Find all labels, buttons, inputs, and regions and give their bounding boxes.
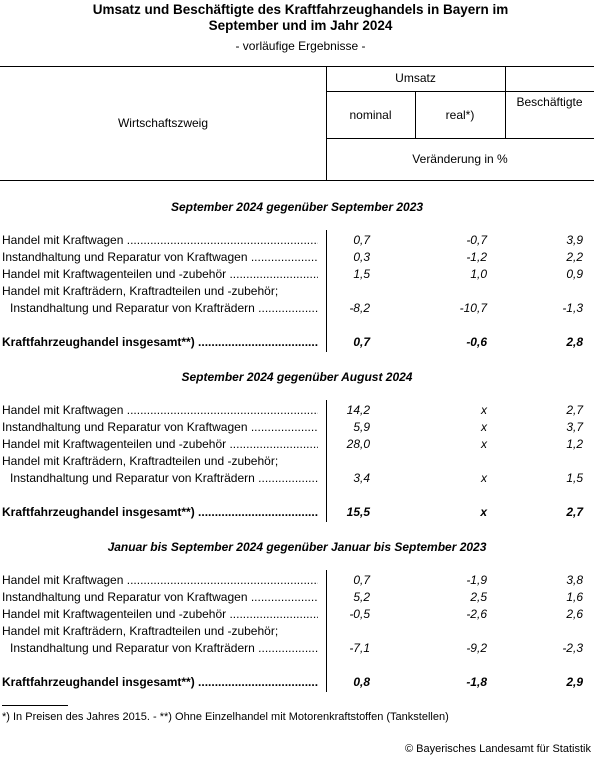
- value-nominal: 0,3: [353, 250, 370, 264]
- row-label: Handel mit Krafträdern, Kraftradteilen und -zubehör;: [2, 624, 279, 638]
- value-real: -2,6: [466, 607, 487, 621]
- copyright: © Bayerisches Landesamt für Statistik: [404, 743, 591, 755]
- value-employees: -2,3: [562, 641, 583, 655]
- total-employees: 2,8: [566, 335, 583, 349]
- row-label: Handel mit Kraftwagenteilen und -zubehör .....: [2, 436, 318, 453]
- value-real: x: [481, 403, 487, 417]
- value-nominal: 14,2: [346, 403, 370, 417]
- table-row: [0, 249, 594, 266]
- value-real: x: [481, 437, 487, 451]
- total-nominal: 0,8: [353, 675, 370, 689]
- value-real: -1,2: [466, 250, 487, 264]
- total-nominal: 15,5: [346, 505, 370, 519]
- header-umsatz: Umsatz: [395, 71, 436, 85]
- header-real: real*): [445, 108, 475, 122]
- value-nominal: -7,1: [349, 641, 370, 655]
- row-label: Instandhaltung und Reparatur von Kraftwagen .....: [2, 589, 318, 606]
- total-nominal: 0,7: [353, 335, 370, 349]
- table-row-total: [0, 334, 594, 351]
- total-real: -1,8: [466, 675, 487, 689]
- table-title-line2: September und im Jahr 2024: [208, 18, 393, 33]
- total-label: Kraftfahrzeughandel insgesamt**) .....: [2, 334, 318, 351]
- value-real: 1,0: [470, 267, 487, 281]
- table-row-label-continued: [0, 623, 594, 640]
- value-real: x: [481, 471, 487, 485]
- header-bottom-border: [0, 180, 594, 181]
- value-real: -9,2: [466, 641, 487, 655]
- value-nominal: 3,4: [353, 471, 370, 485]
- row-label: Handel mit Kraftwagenteilen und -zubehör .....: [2, 266, 318, 283]
- value-real: x: [481, 420, 487, 434]
- header-employees: Beschäftigte: [516, 95, 583, 109]
- table-row: [0, 572, 594, 589]
- table-row: [0, 606, 594, 623]
- value-employees: 2,2: [566, 250, 583, 264]
- header-sector: Wirtschaftszweig: [117, 116, 209, 130]
- value-employees: 1,5: [566, 471, 583, 485]
- table-row: [0, 419, 594, 436]
- value-employees: -1,3: [562, 301, 583, 315]
- value-nominal: 0,7: [353, 573, 370, 587]
- value-employees: 2,6: [566, 607, 583, 621]
- table-row-label-continued: [0, 453, 594, 470]
- value-employees: 0,9: [566, 267, 583, 281]
- value-nominal: 5,2: [353, 590, 370, 604]
- value-employees: 3,8: [566, 573, 583, 587]
- value-nominal: 1,5: [353, 267, 370, 281]
- total-employees: 2,7: [566, 505, 583, 519]
- section-title: September 2024 gegenüber August 2024: [181, 370, 413, 384]
- table-row: [0, 402, 594, 419]
- total-real: x: [480, 505, 487, 519]
- value-employees: 3,9: [566, 233, 583, 247]
- table-row: [0, 589, 594, 606]
- table-subtitle: - vorläufige Ergebnisse -: [235, 39, 366, 53]
- section-title: Januar bis September 2024 gegenüber Januar bis September 2023: [107, 540, 487, 554]
- total-label: Kraftfahrzeughandel insgesamt**) .....: [2, 674, 318, 691]
- header-unit: Veränderung in %: [412, 152, 508, 166]
- footnote: *) In Preisen des Jahres 2015. - **) Ohne Einzelhandel mit Motorenkraftstoffen (Tankstellen): [2, 711, 449, 723]
- row-label: Handel mit Kraftwagen .....: [2, 232, 318, 249]
- table-row-total: [0, 504, 594, 521]
- row-label: Handel mit Krafträdern, Kraftradteilen und -zubehör;: [2, 284, 279, 298]
- table-row: [0, 232, 594, 249]
- table-row: [0, 470, 594, 487]
- section-title: September 2024 gegenüber September 2023: [170, 200, 424, 214]
- table-row: [0, 300, 594, 317]
- table-row: [0, 266, 594, 283]
- header-nominal: nominal: [349, 108, 392, 122]
- total-employees: 2,9: [566, 675, 583, 689]
- value-real: -1,9: [466, 573, 487, 587]
- value-nominal: 28,0: [346, 437, 370, 451]
- row-label: Instandhaltung und Reparatur von Krafträdern .....: [10, 300, 318, 317]
- table-row-total: [0, 674, 594, 691]
- value-employees: 2,7: [566, 403, 583, 417]
- row-label: Instandhaltung und Reparatur von Krafträdern .....: [10, 640, 318, 657]
- value-nominal: -0,5: [349, 607, 370, 621]
- footnote-rule: [2, 705, 68, 706]
- row-label: Handel mit Kraftwagen .....: [2, 572, 318, 589]
- value-real: -0,7: [466, 233, 487, 247]
- value-nominal: -8,2: [349, 301, 370, 315]
- header-divider-unit: [326, 138, 594, 139]
- value-real: -10,7: [459, 301, 487, 315]
- value-nominal: 0,7: [353, 233, 370, 247]
- table-row: [0, 436, 594, 453]
- table-row-label-continued: [0, 283, 594, 300]
- row-label: Instandhaltung und Reparatur von Kraftwagen .....: [2, 419, 318, 436]
- table-title-line1: Umsatz und Beschäftigte des Kraftfahrzeughandels in Bayern im: [92, 2, 509, 17]
- value-real: 2,5: [470, 590, 487, 604]
- row-label: Handel mit Krafträdern, Kraftradteilen und -zubehör;: [2, 454, 279, 468]
- row-label: Instandhaltung und Reparatur von Kraftwagen .....: [2, 249, 318, 266]
- value-employees: 3,7: [566, 420, 583, 434]
- table-row: [0, 640, 594, 657]
- value-employees: 1,2: [566, 437, 583, 451]
- value-nominal: 5,9: [353, 420, 370, 434]
- row-label: Handel mit Kraftwagenteilen und -zubehör .....: [2, 606, 318, 623]
- row-label: Instandhaltung und Reparatur von Krafträdern .....: [10, 470, 318, 487]
- value-employees: 1,6: [566, 590, 583, 604]
- header-divider-umsatz: [326, 91, 594, 92]
- total-real: -0,6: [466, 335, 487, 349]
- row-label: Handel mit Kraftwagen .....: [2, 402, 318, 419]
- total-label: Kraftfahrzeughandel insgesamt**) .....: [2, 504, 318, 521]
